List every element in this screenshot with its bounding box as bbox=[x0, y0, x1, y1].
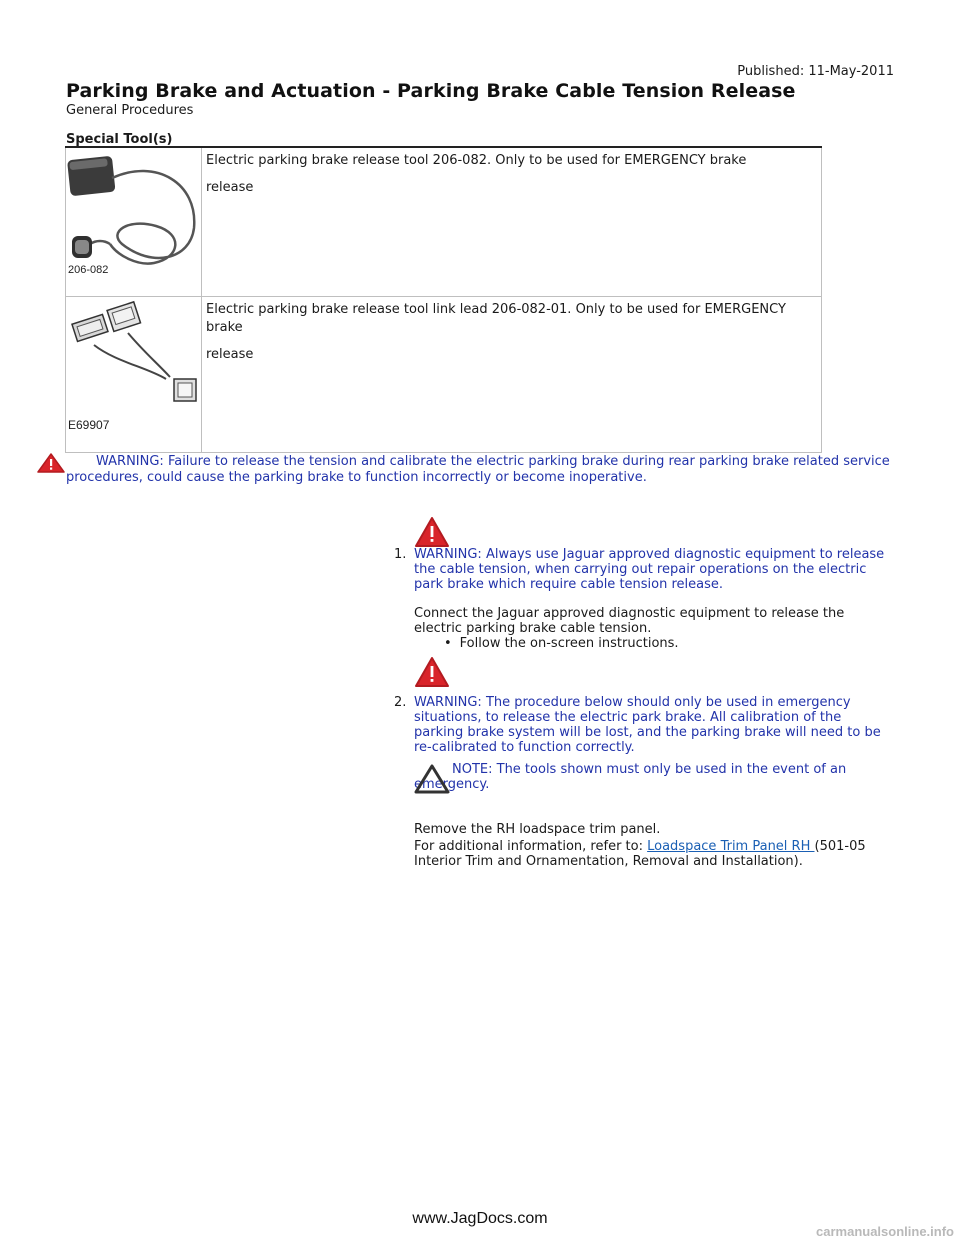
tool-row bbox=[66, 297, 822, 453]
link-lead-image bbox=[66, 297, 201, 452]
footer-url: www.JagDocs.com bbox=[412, 1210, 548, 1227]
watermark: carmanualsonline.info bbox=[816, 1224, 954, 1239]
step-warning: WARNING: The procedure below should only be used in emergency situations, to release the electric park brake. All calibration of the parking brake system will be lost, and the parking brake will need to be re-calibrated to function correctly. bbox=[414, 695, 881, 755]
step-warning: WARNING: Always use Jaguar approved diagnostic equipment to release the cable tension, when carrying out repair operations on the electric park brake which require cable tension release. bbox=[414, 547, 885, 592]
tool-description: Electric parking brake release tool link lead 206-082-01. Only to be used for EMERGENCY brake bbox=[206, 302, 786, 335]
warning-icon bbox=[414, 516, 450, 548]
procedure-step bbox=[394, 547, 894, 651]
step-instruction: Remove the RH loadspace trim panel. bbox=[414, 822, 661, 837]
step-number: 1. bbox=[394, 547, 407, 562]
warning-icon bbox=[414, 656, 450, 688]
tool-image-cell bbox=[66, 147, 202, 297]
tool-description-cont: release bbox=[206, 180, 254, 195]
note-icon bbox=[414, 764, 450, 794]
tool-description-cell bbox=[202, 147, 822, 297]
tool-description-cell bbox=[202, 297, 822, 453]
tool-image-label: 206-082 bbox=[68, 264, 109, 276]
loadspace-trim-panel-link[interactable]: Loadspace Trim Panel RH bbox=[647, 839, 815, 854]
special-tools-heading: Special Tool(s) bbox=[66, 132, 173, 147]
general-warning bbox=[66, 454, 896, 486]
step-note bbox=[414, 762, 884, 792]
step-note-text: NOTE: The tools shown must only be used in the event of an emergency. bbox=[414, 762, 847, 792]
step-instruction: Connect the Jaguar approved diagnostic equipment to release the electric parking brake cable tension. bbox=[414, 606, 845, 636]
warning-icon bbox=[36, 452, 66, 474]
special-tools-table bbox=[65, 146, 822, 453]
step-bullet: • Follow the on-screen instructions. bbox=[444, 636, 894, 651]
reference-text bbox=[414, 839, 884, 869]
page-title: Parking Brake and Actuation - Parking Brake Cable Tension Release bbox=[66, 80, 796, 102]
tool-image-cell bbox=[66, 297, 202, 453]
tool-row bbox=[66, 147, 822, 297]
tool-image-label: E69907 bbox=[68, 418, 110, 432]
tool-description-cont: release bbox=[206, 347, 254, 362]
general-warning-text: WARNING: Failure to release the tension and calibrate the electric parking brake during rear parking brake related service procedures, could cause the parking brake to function incorrectly or become inoperative. bbox=[66, 454, 890, 485]
release-tool-image bbox=[66, 148, 201, 296]
step-number: 2. bbox=[394, 695, 407, 710]
reference-suffix: (501-05 Interior Trim and Ornamentation, Removal and Installation). bbox=[414, 839, 866, 869]
tool-description: Electric parking brake release tool 206-082. Only to be used for EMERGENCY brake bbox=[206, 153, 747, 168]
reference-prefix: For additional information, refer to: bbox=[414, 839, 648, 854]
published-date: Published: 11-May-2011 bbox=[737, 64, 894, 79]
procedure-step bbox=[394, 695, 894, 755]
page-subtitle: General Procedures bbox=[66, 103, 194, 118]
